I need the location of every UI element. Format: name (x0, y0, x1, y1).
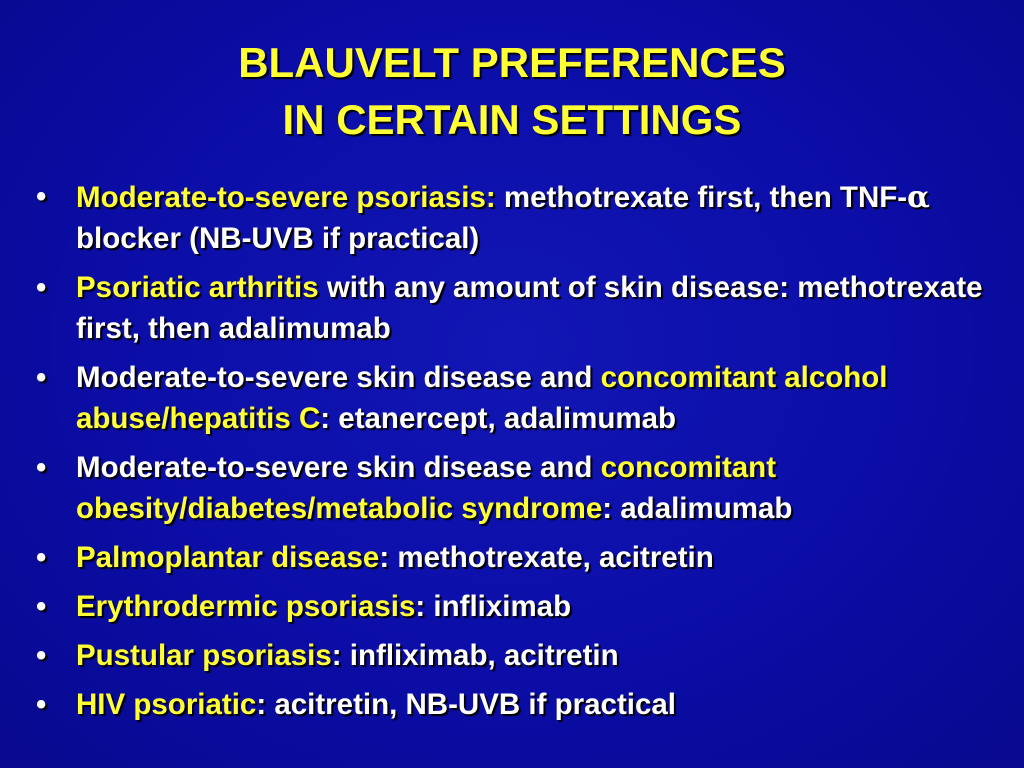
bullet-highlight: Palmoplantar disease (76, 541, 380, 574)
bullet-highlight: Erythrodermic psoriasis (76, 590, 416, 623)
bullet-dot-icon: • (36, 541, 47, 574)
bullet-dot-icon: • (36, 688, 47, 721)
bullet-item (32, 447, 992, 529)
bullet-item (32, 586, 992, 627)
bullet-text: blocker (NB-UVB if practical) (76, 222, 480, 255)
bullet-text: Moderate-to-severe skin disease and (76, 451, 601, 484)
bullet-item (32, 635, 992, 676)
bullet-dot-icon: • (36, 451, 47, 484)
bullet-highlight: Moderate-to-severe psoriasis: (76, 181, 496, 214)
title-line-1: BLAUVELT PREFERENCES (238, 39, 786, 86)
bullet-text: : adalimumab (602, 492, 793, 525)
bullet-text: methotrexate first, then TNF- (495, 181, 908, 214)
bullet-dot-icon: • (36, 180, 47, 213)
bullet-dot-icon: • (36, 361, 47, 394)
bullet-item (32, 267, 992, 349)
bullet-item (32, 537, 992, 578)
bullet-highlight: Pustular psoriasis (76, 639, 332, 672)
bullet-highlight: concomitant alcohol abuse/hepatitis C (76, 361, 888, 435)
bullet-item (32, 176, 992, 259)
slide-title (0, 34, 1024, 148)
bullet-text: Moderate-to-severe skin disease and (76, 361, 601, 394)
bullet-text: : infliximab (415, 590, 572, 623)
title-line-2: IN CERTAIN SETTINGS (282, 96, 742, 143)
bullet-dot-icon: • (36, 271, 47, 304)
alpha-symbol: α (907, 179, 930, 214)
bullet-highlight: concomitant obesity/diabetes/metabolic syndrome (76, 451, 777, 525)
bullet-text: : etanercept, adalimumab (320, 402, 677, 435)
bullet-text: : methotrexate, acitretin (379, 541, 714, 574)
bullet-dot-icon: • (36, 639, 47, 672)
bullet-list (32, 176, 992, 733)
bullet-highlight: HIV psoriatic (76, 688, 257, 721)
bullet-highlight: Psoriatic arthritis (76, 271, 319, 304)
bullet-dot-icon: • (36, 590, 47, 623)
bullet-text: with any amount of skin disease: methotrexate first, then adalimumab (76, 271, 983, 345)
bullet-item (32, 357, 992, 439)
bullet-text: : infliximab, acitretin (331, 639, 619, 672)
bullet-text: : acitretin, NB-UVB if practical (256, 688, 676, 721)
bullet-item (32, 684, 992, 725)
